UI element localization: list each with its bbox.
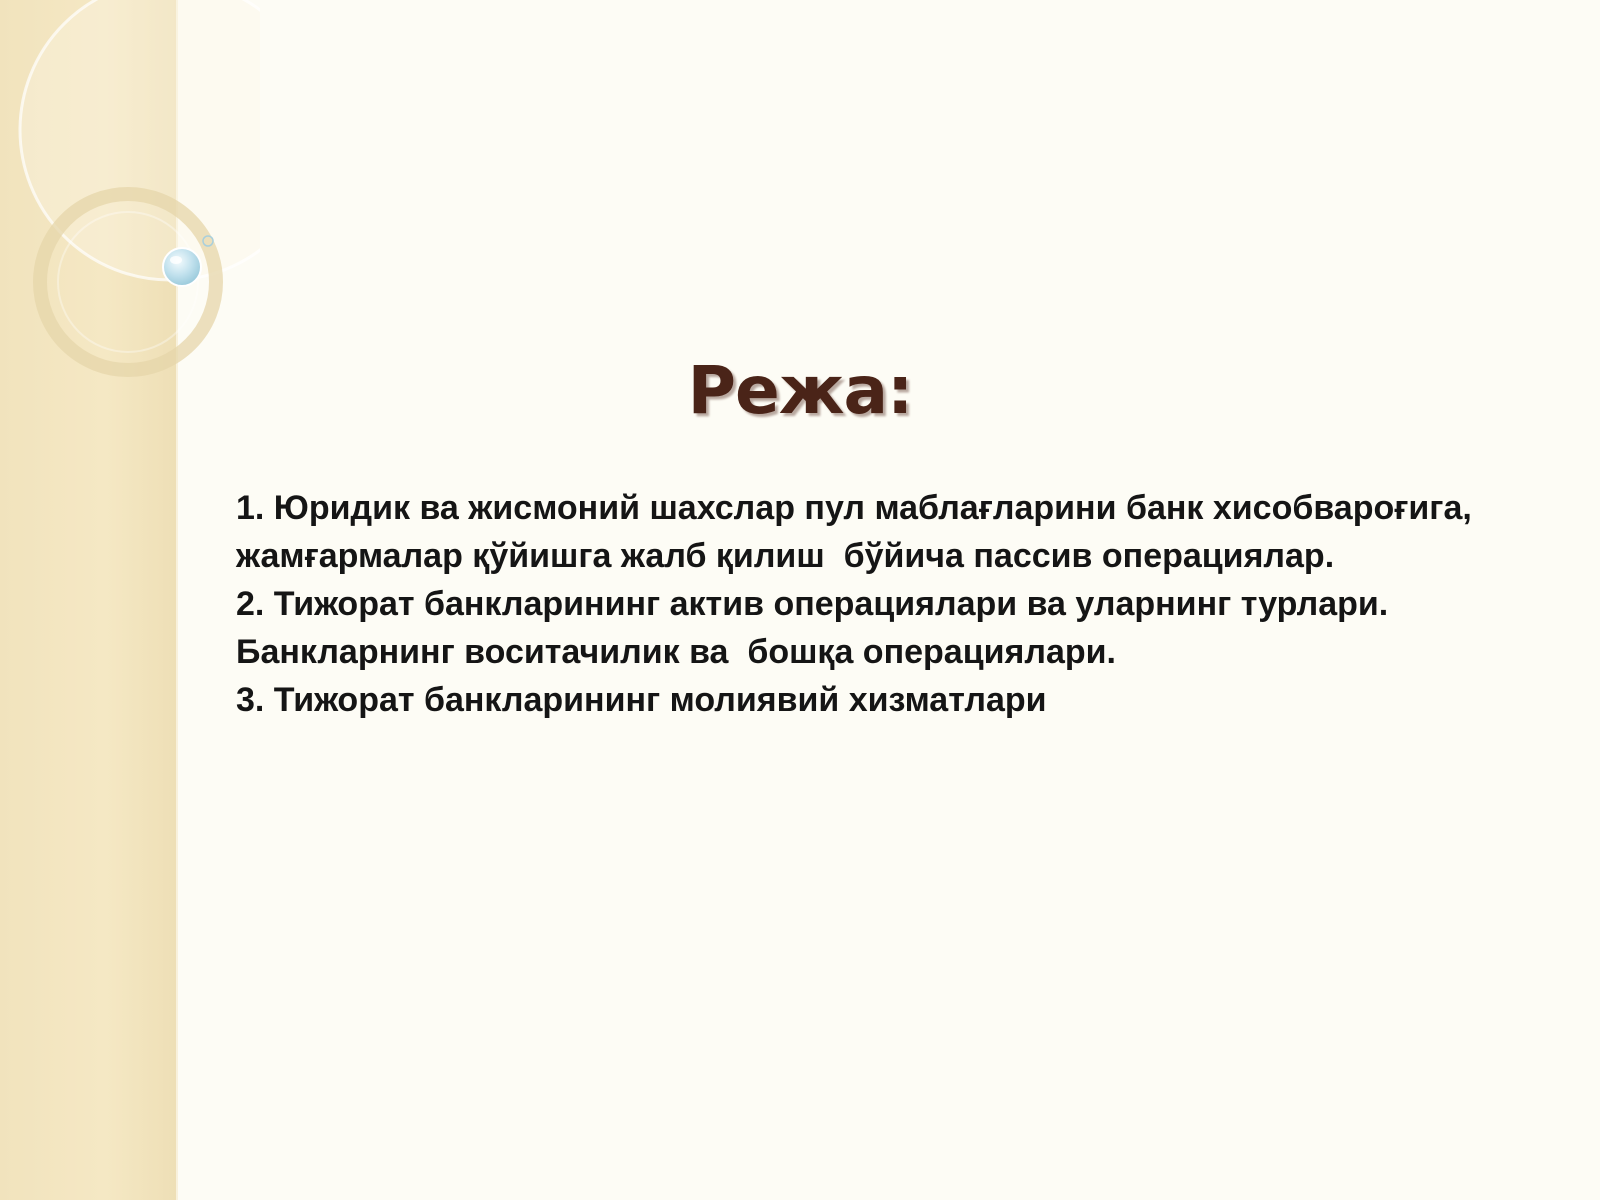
plan-item-2: 2. Тижорат банкларининг актив операциялари ва уларнинг турлари. Банкларнинг воситачилик ва бошқа операциялари. [236, 585, 1398, 671]
plan-list [236, 484, 1526, 724]
plan-item-3: 3. Тижорат банкларининг молиявий хизматлари [236, 681, 1047, 719]
slide-title: Режа: [687, 352, 913, 429]
plan-item-1: 1. Юридик ва жисмоний шахслар пул маблағларини банк хисобвароғига, жамғармалар қўйишга жалб қилиш бўйича пассив операциялар. [236, 489, 1482, 575]
bubble-large [163, 248, 201, 286]
